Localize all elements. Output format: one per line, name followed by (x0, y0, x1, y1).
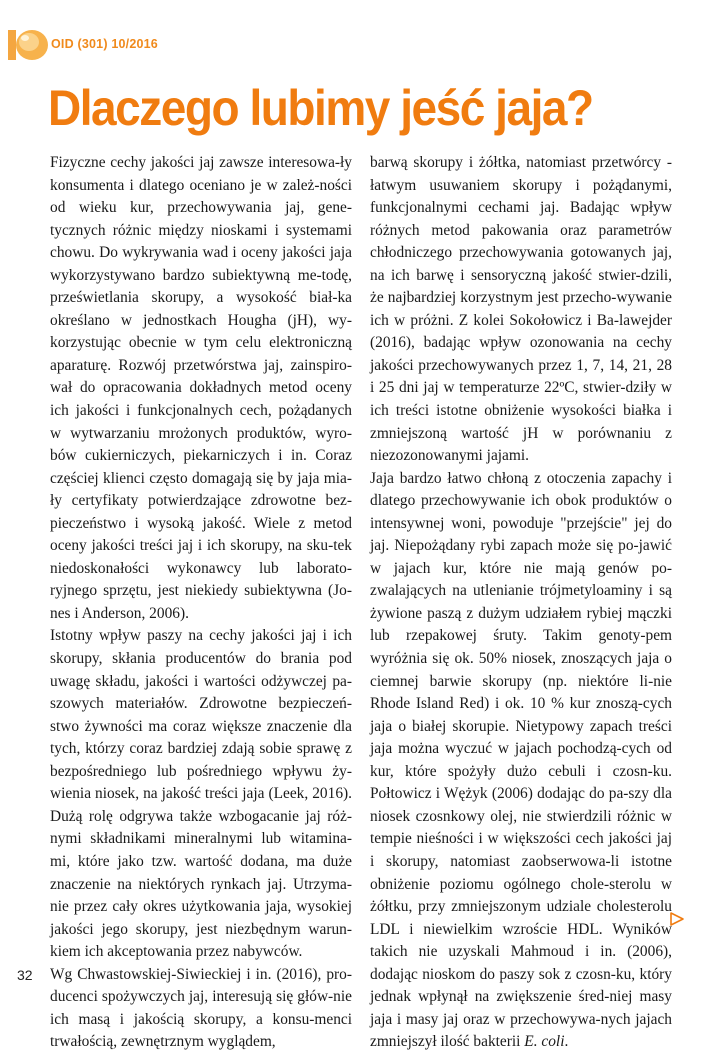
paragraph: barwą skorupy i żółtka, natomiast przetwórcy - łatwym usuwaniem skorupy i pożądanymi, funkcjonalnymi cechami jaj. Badając wpływ różnych metod pakowania oraz parametrów chłodniczego przechowywania gotowanych jaj, na ich barwę i sensoryczną jakość stwier-dzili, że najbardziej korzystnym jest przecho-wywanie ich w próżni. Z kolei Sokołowicz i Ba-lawejder (2016), badając wpływ ozonowania na cechy jakości przechowywanych przez 1, 7, 14, 21, 28 i 25 dni jaj w temperaturze 22ºC, stwier-dziły w ich treści istotne obniżenie wysokości białka i zmniejszoną wartość jH w porównaniu z niezozonowanymi jajami. (370, 154, 672, 465)
article-title: Dlaczego lubimy jeść jaja? (48, 80, 593, 136)
page-number: 32 (17, 967, 33, 983)
egg-logo-icon (8, 28, 48, 62)
species-name: E. coli (524, 1033, 565, 1051)
paragraph: Wg Chwastowskiej-Siwieckiej i in. (2016), pro-ducenci spożywczych jaj, interesują się głów-nie ich masą i jakością skorupy, a konsu-menci trwałością, zewnętrznym wyglądem, (50, 965, 352, 1051)
right-column (370, 152, 672, 1054)
left-column (50, 152, 352, 1054)
paragraph: Jaja bardzo łatwo chłoną z otoczenia zapachy i dlatego przechowywanie ich obok produktów o intensywnej woni, powoduje "przejście" jej do jaj. Niepożądany rybi zapach może się po-jawić w jajach kur, które nie mają genów po-zwalających na utlenianie trójmetyloaminy i są żywione paszą z dużym udziałem rybiej mączki lub rzepakowej śruty. Takim genoty-pem wyróżnia się ok. 50% niosek, znoszących jaja o ciemnej barwie skorupy (np. niektóre li-nie Rhode Island Red) i ok. 10 % kur znoszą-cych jaja o białej skorupie. Nietypowy zapach treści jaja można wyczuć w jajach pochodzą-cych od kur, które spożyły dużo cebuli i czosn-ku. Połtowicz i Wężyk (2006) dodając do pa-szy dla niosek czosnkowy olej, nie stwierdzili różnic w tempie nieśności i w większości cech jakości jaj i skorupy, natomiast zaobserwowa-li istotne obniżenie poziomu ogólnego chole-sterolu w żółtku, przy zmniejszonym udziale cholesterolu LDL i niewielkim wzroście HDL. Wyników takich nie uzyskali Mahmoud i in. (2006), dodając nioskom do paszy sok z czosn-ku, który jednak wpłynął na zwiększenie śred-niej masy jaja i masy jaj oraz w przechowywa-nych jajach zmniejszył ilość bakterii E. coli. (370, 469, 672, 1051)
continue-arrow-icon (669, 911, 685, 927)
issue-label: OID (301) 10/2016 (51, 37, 158, 51)
paragraph: Fizyczne cechy jakości jaj zawsze interesowa-ły konsumenta i dlatego oceniano je w zależ-ności od wieku kur, przechowywania jaj, gene-tycznych różnic między nioskami i systemami chowu. Do wykrywania wad i oceny jakości jaja wykorzystywano bardzo subiektywną me-todę, prześwietlania skorupy, a wysokość biał-ka określano w jednostkach Hougha (jH), wy-korzystując obecnie w tym celu elektroniczną aparaturę. Rozwój przetwórstwa jaj, zainspiro-wał do opracowania dokładnych metod oceny ich jakości i funkcjonalnych cech, pożądanych w wytwarzaniu mrożonych produktów, wyro-bów cukierniczych, piekarniczych i in. Coraz częściej klienci często domagają się by jaja mia-ły certyfikaty potwierdzające zdrowotne bez-pieczeństwo i wysoką jakość. Wiele z metod oceny jakości treści jaj i ich skorupy, na sku-tek niedoskonałości wykonawcy lub laborato-ryjnego sprzętu, jest niekiedy subiektywna (Jo-nes i Anderson, 2006). (50, 154, 352, 622)
paragraph: Istotny wpływ paszy na cechy jakości jaj i ich skorupy, skłania producentów do brania pod uwagę składu, jakości i wartości odżywczej pa-szowych materiałów. Zdrowotne bezpieczeń-stwo żywności ma coraz większe znaczenie dla tych, którzy coraz bardziej zdają sobie sprawę z bezpośredniego lub pośredniego wpływu ży-wienia niosek, na jakość treści jaja (Leek, 2016). Dużą rolę odgrywa także wzbogacanie jaj róż-nymi składnikami mineralnymi lub witamina-mi, które jako tzw. wartość dodana, ma duże znaczenie na niektórych rynkach jaj. Utrzyma-nie przez cały okres użytkowania jaja, wysokiej jakości jego skorupy, jest niezbędnym warun-kiem ich akceptowania przez nabywców. (50, 627, 352, 961)
